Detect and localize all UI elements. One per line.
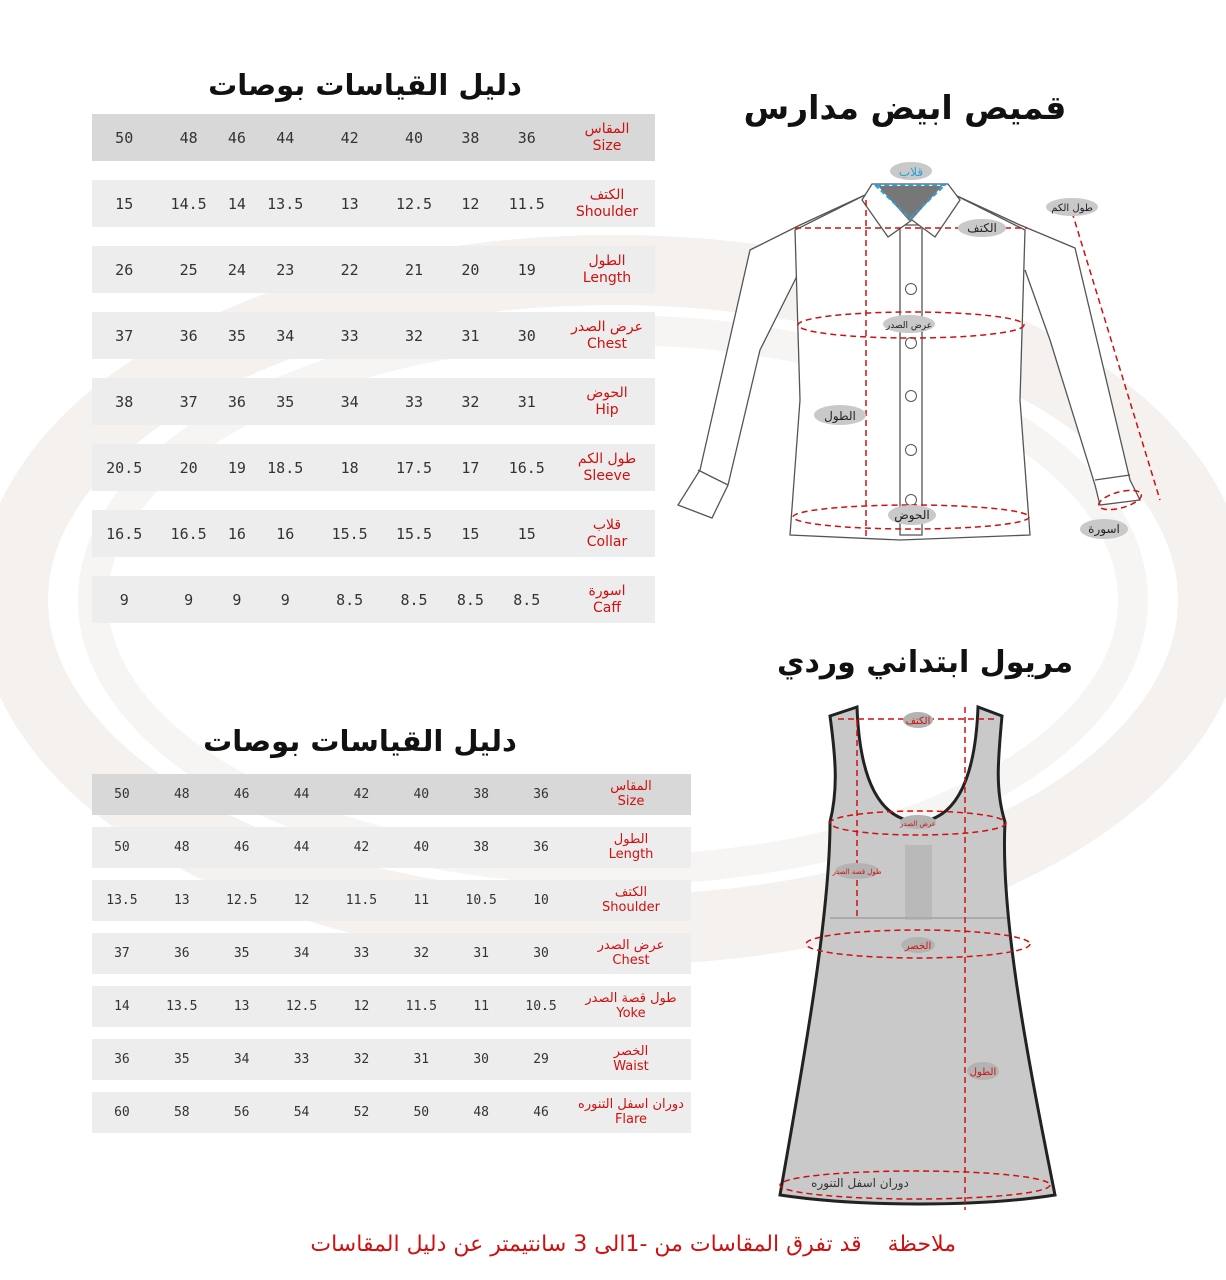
shirt-value-cell: 23 — [253, 246, 317, 293]
pinafore-value-cell: 13 — [152, 880, 212, 921]
shirt-value-cell: 34 — [317, 378, 381, 425]
shirt-label-length: الطول — [824, 409, 856, 423]
shirt-value-cell: 14 — [221, 180, 253, 227]
shirt-placket — [900, 225, 922, 535]
shirt-value-cell: 32 — [446, 378, 494, 425]
pinafore-value-cell: 33 — [272, 1039, 332, 1080]
shirt-value-cell: 16.5 — [495, 444, 559, 491]
pinafore-value-cell: 31 — [391, 1039, 451, 1080]
pinafore-size-cell: 50 — [92, 774, 152, 815]
pinafore-header-row — [92, 774, 691, 815]
shirt-row-label-ar: طول الكم — [577, 451, 637, 468]
shirt-size-cell: 48 — [156, 114, 220, 161]
pinafore-value-cell: 46 — [212, 827, 272, 868]
pinafore-value-cell: 12.5 — [272, 986, 332, 1027]
shirt-value-cell: 16.5 — [92, 510, 156, 557]
shirt-row-label-ar: عرض الصدر — [571, 319, 643, 336]
shirt-size-cell: 46 — [221, 114, 253, 161]
pinafore-row-label — [571, 1092, 691, 1133]
pinafore-value-cell: 58 — [152, 1092, 212, 1133]
shirt-value-cell: 11.5 — [495, 180, 559, 227]
pinafore-yoke-panel — [905, 845, 932, 920]
shirt-label-collar: قلاب — [898, 165, 924, 179]
shirt-label-sleeve: طول الكم — [1051, 203, 1093, 214]
shirt-value-cell: 20 — [156, 444, 220, 491]
pinafore-value-cell: 40 — [391, 827, 451, 868]
pinafore-value-cell: 50 — [92, 827, 152, 868]
pinafore-value-cell: 31 — [451, 933, 511, 974]
pinafore-row-label-ar: المقاس — [610, 778, 652, 794]
shirt-value-cell: 35 — [253, 378, 317, 425]
pinafore-title: مريول ابتداني وردي — [776, 645, 1074, 680]
pinafore-label-chest: عرض الصدر — [900, 820, 936, 828]
shirt-row-label-en: Length — [582, 269, 632, 286]
shirt-size-cell: 50 — [92, 114, 156, 161]
shirt-row-label-en: Collar — [586, 533, 628, 550]
pinafore-value-cell: 10.5 — [511, 986, 571, 1027]
shirt-label-shoulder: الكتف — [967, 221, 997, 235]
pinafore-value-cell: 37 — [92, 933, 152, 974]
pinafore-value-cell: 44 — [272, 827, 332, 868]
shirt-size-cell: 40 — [382, 114, 446, 161]
shirt-value-cell: 8.5 — [446, 576, 494, 623]
pinafore-table-title: دليل القياسات بوصات — [203, 724, 517, 758]
shirt-row — [92, 246, 655, 293]
pinafore-label-waist: الخصر — [904, 941, 932, 952]
shirt-size-cell: 42 — [317, 114, 381, 161]
shirt-value-cell: 12.5 — [382, 180, 446, 227]
shirt-label-cuff: اسورة — [1088, 522, 1120, 536]
pinafore-row-label-ar: عرض الصدر — [597, 937, 665, 953]
shirt-row-label-en: Chest — [586, 335, 628, 352]
shirt-value-cell: 15.5 — [382, 510, 446, 557]
shirt-size-cell: 36 — [495, 114, 559, 161]
pinafore-row — [92, 1092, 691, 1133]
shirt-row-label-en: Size — [592, 137, 622, 154]
shirt-row-label-ar: اسورة — [588, 583, 626, 600]
shirt-value-cell: 25 — [156, 246, 220, 293]
shirt-title: قميص ابيض مدارس — [743, 88, 1067, 127]
shirt-value-cell: 15 — [495, 510, 559, 557]
shirt-table-title: دليل القياسات بوصات — [208, 68, 522, 102]
shirt-row — [92, 378, 655, 425]
pinafore-value-cell: 52 — [332, 1092, 392, 1133]
note-text: قد تفرق المقاسات من -1الى 3 سانتيمتر عن دليل المقاسات — [310, 1232, 862, 1257]
pinafore-value-cell: 13.5 — [152, 986, 212, 1027]
pinafore-value-cell: 34 — [212, 1039, 272, 1080]
shirt-row-label-ar: المقاس — [584, 121, 630, 138]
pinafore-value-cell: 12.5 — [212, 880, 272, 921]
shirt-value-cell: 16.5 — [156, 510, 220, 557]
shirt-value-cell: 17 — [446, 444, 494, 491]
pinafore-value-cell: 33 — [332, 933, 392, 974]
shirt-row-label-en: Caff — [593, 599, 621, 616]
pinafore-value-cell: 34 — [272, 933, 332, 974]
pinafore-size-cell: 46 — [212, 774, 272, 815]
pinafore-value-cell: 35 — [212, 933, 272, 974]
pinafore-value-cell: 29 — [511, 1039, 571, 1080]
pinafore-value-cell: 13.5 — [92, 880, 152, 921]
shirt-row — [92, 312, 655, 359]
shirt-value-cell: 38 — [92, 378, 156, 425]
pinafore-row — [92, 880, 691, 921]
pinafore-row — [92, 986, 691, 1027]
pinafore-value-cell: 10.5 — [451, 880, 511, 921]
pinafore-size-cell: 36 — [511, 774, 571, 815]
size-note — [150, 1232, 956, 1257]
shirt-value-cell: 8.5 — [495, 576, 559, 623]
pinafore-size-cell: 42 — [332, 774, 392, 815]
pinafore-value-cell: 30 — [451, 1039, 511, 1080]
shirt-row-label-ar: الكتف — [589, 187, 625, 204]
shirt-row-label — [559, 510, 655, 557]
shirt-diagram — [670, 150, 1170, 550]
shirt-value-cell: 15 — [446, 510, 494, 557]
shirt-value-cell: 31 — [495, 378, 559, 425]
pinafore-size-cell: 38 — [451, 774, 511, 815]
pinafore-row-label-ar: الخصر — [613, 1043, 649, 1059]
shirt-value-cell: 33 — [317, 312, 381, 359]
pinafore-value-cell: 30 — [511, 933, 571, 974]
pinafore-label-flare: دوران اسفل التنوره — [811, 1176, 909, 1190]
shirt-value-cell: 18.5 — [253, 444, 317, 491]
pinafore-row-label-en: Waist — [613, 1058, 649, 1074]
shirt-value-cell: 22 — [317, 246, 381, 293]
pinafore-value-cell: 11.5 — [391, 986, 451, 1027]
shirt-value-cell: 8.5 — [317, 576, 381, 623]
shirt-value-cell: 16 — [253, 510, 317, 557]
pinafore-size-table — [92, 762, 691, 1145]
pinafore-row-label-en: Flare — [614, 1111, 648, 1127]
pinafore-value-cell: 12 — [332, 986, 392, 1027]
shirt-size-cell: 38 — [446, 114, 494, 161]
pinafore-row-label — [571, 1039, 691, 1080]
pinafore-value-cell: 36 — [152, 933, 212, 974]
shirt-row-label-ar: الطول — [588, 253, 626, 270]
shirt-value-cell: 31 — [446, 312, 494, 359]
pinafore-value-cell: 36 — [511, 827, 571, 868]
shirt-value-cell: 30 — [495, 312, 559, 359]
shirt-value-cell: 21 — [382, 246, 446, 293]
shirt-row-label — [559, 180, 655, 227]
pinafore-value-cell: 13 — [212, 986, 272, 1027]
pinafore-value-cell: 42 — [332, 827, 392, 868]
pinafore-value-cell: 11 — [391, 880, 451, 921]
pinafore-label-yoke: طول قصة الصدر — [832, 868, 882, 876]
pinafore-row-label-ar: الكتف — [614, 884, 648, 900]
shirt-value-cell: 13 — [317, 180, 381, 227]
shirt-row-label — [559, 246, 655, 293]
shirt-value-cell: 26 — [92, 246, 156, 293]
shirt-value-cell: 17.5 — [382, 444, 446, 491]
shirt-row-label-en: Sleeve — [583, 467, 631, 484]
shirt-value-cell: 34 — [253, 312, 317, 359]
pinafore-row-label — [571, 774, 691, 815]
pinafore-label-shoulder: الكتف — [905, 716, 931, 727]
pinafore-value-cell: 35 — [152, 1039, 212, 1080]
pinafore-row-label — [571, 880, 691, 921]
shirt-value-cell: 15 — [92, 180, 156, 227]
shirt-label-chest: عرض الصدر — [885, 321, 933, 331]
pinafore-row — [92, 1039, 691, 1080]
pinafore-value-cell: 54 — [272, 1092, 332, 1133]
pinafore-value-cell: 38 — [451, 827, 511, 868]
shirt-value-cell: 9 — [221, 576, 253, 623]
pinafore-row-label-en: Size — [617, 793, 645, 809]
pinafore-value-cell: 50 — [391, 1092, 451, 1133]
shirt-value-cell: 37 — [92, 312, 156, 359]
shirt-value-cell: 9 — [156, 576, 220, 623]
pinafore-value-cell: 48 — [152, 827, 212, 868]
shirt-row-label — [559, 378, 655, 425]
shirt-value-cell: 14.5 — [156, 180, 220, 227]
pinafore-value-cell: 60 — [92, 1092, 152, 1133]
shirt-row-label — [559, 114, 655, 161]
pinafore-value-cell: 11.5 — [332, 880, 392, 921]
pinafore-diagram — [770, 700, 1070, 1210]
shirt-value-cell: 9 — [253, 576, 317, 623]
shirt-size-cell: 44 — [253, 114, 317, 161]
pinafore-row — [92, 933, 691, 974]
pinafore-size-cell: 44 — [272, 774, 332, 815]
pinafore-row-label — [571, 986, 691, 1027]
shirt-value-cell: 36 — [156, 312, 220, 359]
shirt-value-cell: 9 — [92, 576, 156, 623]
shirt-value-cell: 20.5 — [92, 444, 156, 491]
pinafore-row-label-en: Yoke — [616, 1005, 646, 1021]
pinafore-row-label-en: Chest — [612, 952, 650, 968]
shirt-row-label-ar: قلاب — [592, 517, 622, 534]
shirt-value-cell: 36 — [221, 378, 253, 425]
pinafore-value-cell: 14 — [92, 986, 152, 1027]
pinafore-size-cell: 48 — [152, 774, 212, 815]
shirt-value-cell: 20 — [446, 246, 494, 293]
shirt-size-table — [92, 95, 655, 642]
shirt-row-label-en: Hip — [595, 401, 619, 418]
pinafore-row-label-en: Length — [608, 846, 654, 862]
shirt-row-label — [559, 576, 655, 623]
shirt-value-cell: 16 — [221, 510, 253, 557]
shirt-value-cell: 19 — [495, 246, 559, 293]
shirt-header-row — [92, 114, 655, 161]
shirt-row — [92, 180, 655, 227]
shirt-row-label — [559, 312, 655, 359]
pinafore-value-cell: 10 — [511, 880, 571, 921]
pinafore-value-cell: 32 — [332, 1039, 392, 1080]
pinafore-value-cell: 56 — [212, 1092, 272, 1133]
shirt-value-cell: 18 — [317, 444, 381, 491]
shirt-value-cell: 12 — [446, 180, 494, 227]
pinafore-value-cell: 12 — [272, 880, 332, 921]
shirt-value-cell: 24 — [221, 246, 253, 293]
shirt-value-cell: 32 — [382, 312, 446, 359]
shirt-value-cell: 15.5 — [317, 510, 381, 557]
pinafore-row-label-ar: الطول — [613, 831, 649, 847]
pinafore-row-label — [571, 933, 691, 974]
pinafore-row-label-ar: طول قصة الصدر — [585, 990, 677, 1006]
shirt-row-label-en: Shoulder — [575, 203, 639, 220]
note-label: ملاحظة — [887, 1232, 956, 1257]
shirt-row-label-ar: الحوض — [586, 385, 628, 402]
shirt-value-cell: 13.5 — [253, 180, 317, 227]
shirt-row — [92, 510, 655, 557]
pinafore-label-length: الطول — [969, 1067, 997, 1078]
shirt-label-hip: الحوض — [894, 508, 930, 522]
pinafore-row-label — [571, 827, 691, 868]
pinafore-body — [780, 707, 1055, 1204]
pinafore-size-cell: 40 — [391, 774, 451, 815]
shirt-value-cell: 19 — [221, 444, 253, 491]
shirt-value-cell: 37 — [156, 378, 220, 425]
pinafore-row — [92, 827, 691, 868]
pinafore-value-cell: 11 — [451, 986, 511, 1027]
shirt-value-cell: 8.5 — [382, 576, 446, 623]
pinafore-value-cell: 32 — [391, 933, 451, 974]
shirt-row — [92, 576, 655, 623]
shirt-row-label — [559, 444, 655, 491]
shirt-value-cell: 33 — [382, 378, 446, 425]
pinafore-value-cell: 46 — [511, 1092, 571, 1133]
shirt-value-cell: 35 — [221, 312, 253, 359]
pinafore-row-label-ar: دوران اسفل التنوره — [578, 1096, 684, 1112]
pinafore-row-label-en: Shoulder — [602, 899, 660, 915]
pinafore-value-cell: 36 — [92, 1039, 152, 1080]
shirt-row — [92, 444, 655, 491]
pinafore-value-cell: 48 — [451, 1092, 511, 1133]
